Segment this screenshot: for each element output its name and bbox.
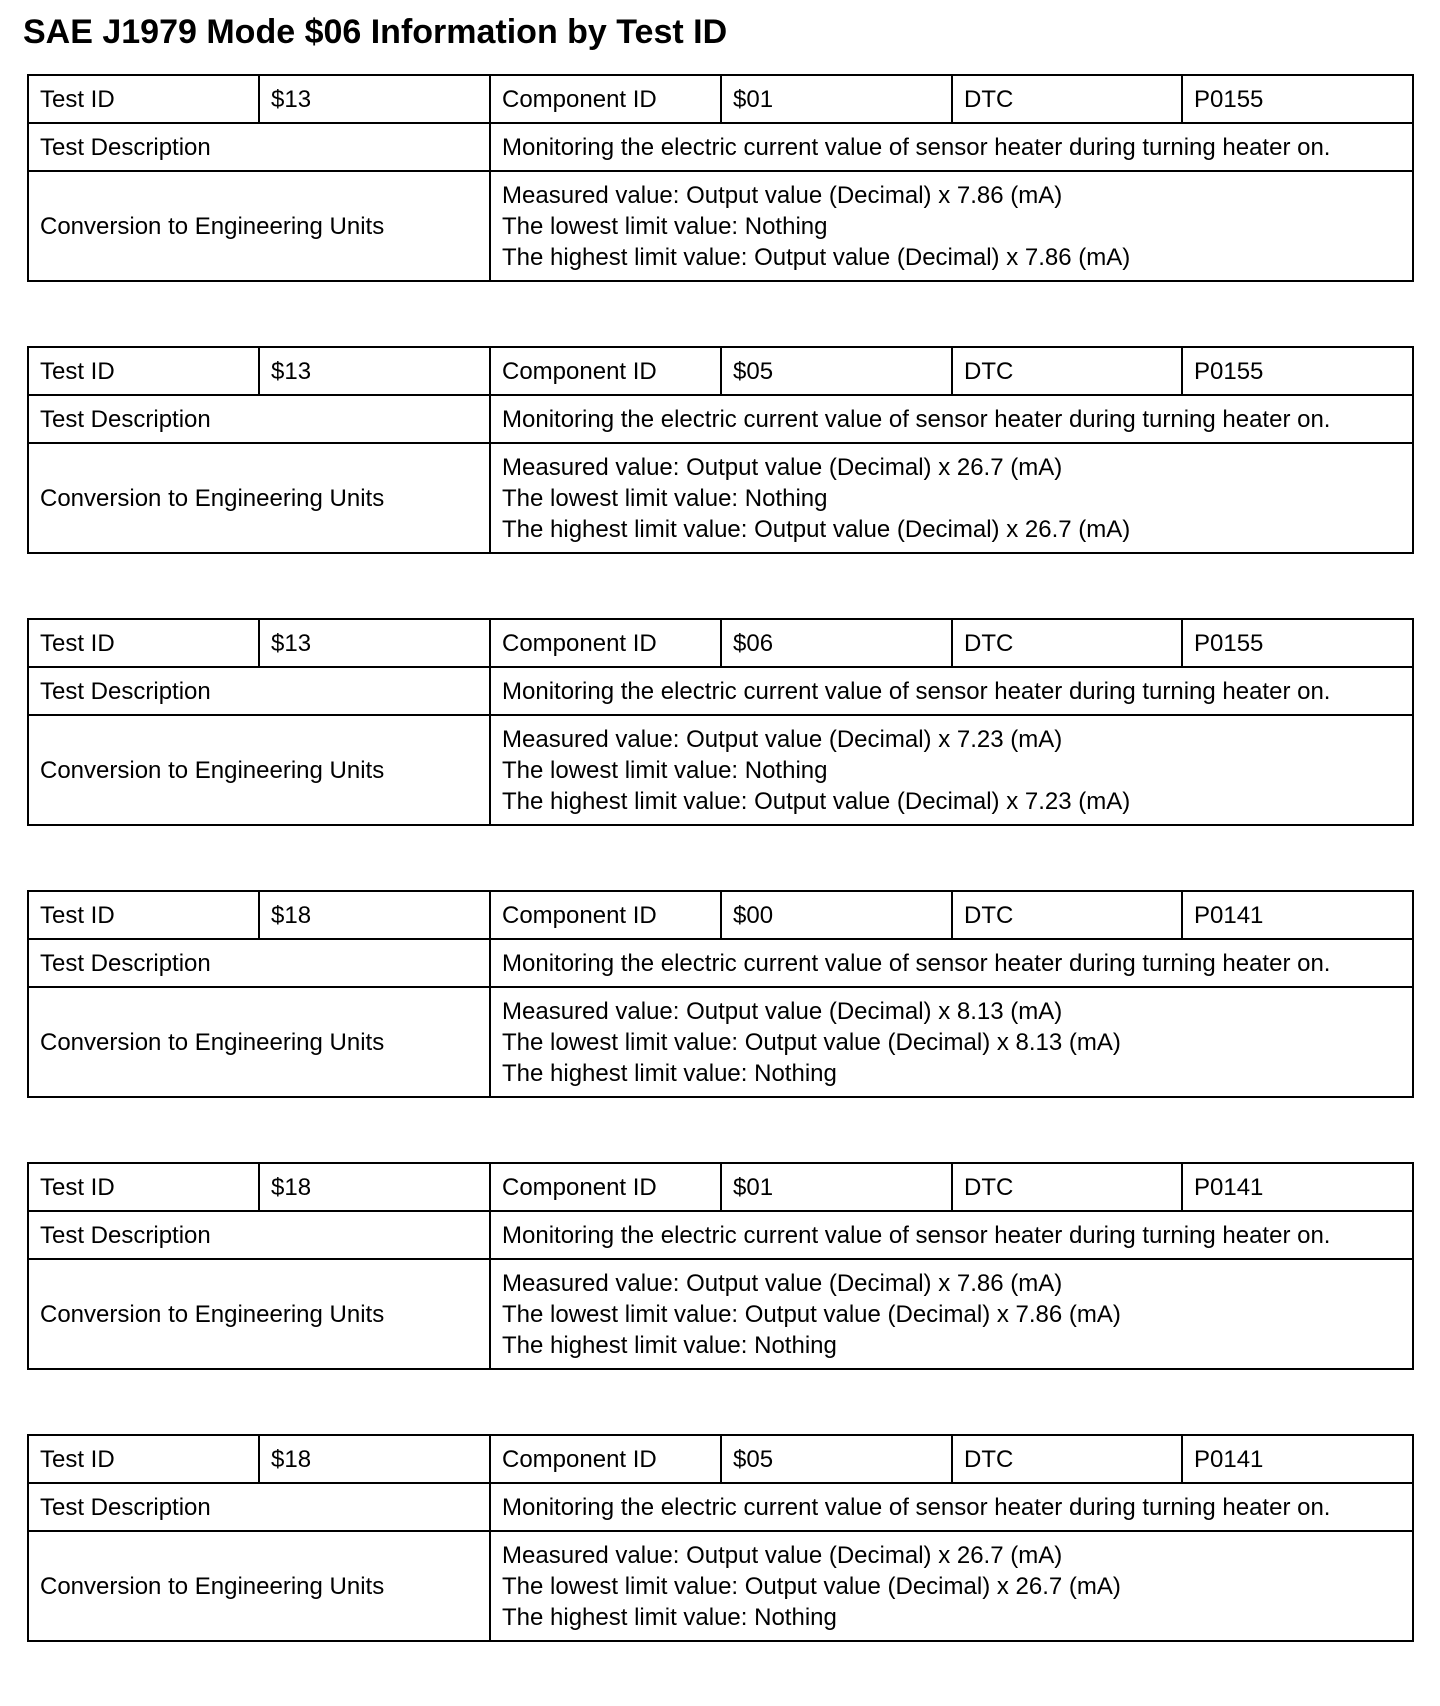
component-id-label: Component ID (490, 347, 721, 395)
id-row (28, 619, 1413, 667)
test-block-1 (27, 74, 1414, 282)
conversion-label: Conversion to Engineering Units (28, 1259, 490, 1369)
measured-value-line: Measured value: Output value (Decimal) x 8.13 (mA) (502, 997, 1063, 1025)
test-id-label: Test ID (28, 347, 259, 395)
id-row (28, 891, 1413, 939)
test-description-value: Monitoring the electric current value of sensor heater during turning heater on. (490, 1211, 1413, 1259)
test-description-label: Test Description (28, 939, 490, 987)
conversion-label: Conversion to Engineering Units (28, 1531, 490, 1641)
dtc-label: DTC (952, 619, 1182, 667)
dtc-value: P0155 (1182, 75, 1413, 123)
conversion-row (28, 987, 1413, 1097)
lowest-limit-line: The lowest limit value: Nothing (502, 484, 828, 512)
component-id-label: Component ID (490, 891, 721, 939)
conversion-row (28, 1531, 1413, 1641)
conversion-value (490, 1259, 1413, 1369)
lowest-limit-line: The lowest limit value: Nothing (502, 756, 828, 784)
lowest-limit-line: The lowest limit value: Output value (Decimal) x 8.13 (mA) (502, 1028, 1121, 1056)
test-description-label: Test Description (28, 395, 490, 443)
dtc-label: DTC (952, 75, 1182, 123)
highest-limit-line: The highest limit value: Output value (Decimal) x 7.23 (mA) (502, 787, 1131, 815)
measured-value-line: Measured value: Output value (Decimal) x 7.23 (mA) (502, 725, 1063, 753)
measured-value-line: Measured value: Output value (Decimal) x 26.7 (mA) (502, 1541, 1063, 1569)
dtc-label: DTC (952, 1435, 1182, 1483)
test-id-label: Test ID (28, 891, 259, 939)
test-description-label: Test Description (28, 123, 490, 171)
component-id-value: $05 (721, 1435, 952, 1483)
highest-limit-line: The highest limit value: Nothing (502, 1331, 837, 1359)
lowest-limit-line: The lowest limit value: Output value (Decimal) x 26.7 (mA) (502, 1572, 1121, 1600)
test-description-label: Test Description (28, 1211, 490, 1259)
conversion-value (490, 715, 1413, 825)
dtc-value: P0155 (1182, 347, 1413, 395)
measured-value-line: Measured value: Output value (Decimal) x 7.86 (mA) (502, 181, 1063, 209)
component-id-value: $05 (721, 347, 952, 395)
highest-limit-line: The highest limit value: Output value (Decimal) x 7.86 (mA) (502, 243, 1131, 271)
description-row (28, 1211, 1413, 1259)
id-row (28, 1435, 1413, 1483)
highest-limit-line: The highest limit value: Nothing (502, 1059, 837, 1087)
test-description-value: Monitoring the electric current value of sensor heater during turning heater on. (490, 123, 1413, 171)
page-title: SAE J1979 Mode $06 Information by Test ID (23, 13, 728, 51)
test-id-label: Test ID (28, 1435, 259, 1483)
description-row (28, 939, 1413, 987)
conversion-label: Conversion to Engineering Units (28, 171, 490, 281)
conversion-value (490, 171, 1413, 281)
dtc-label: DTC (952, 891, 1182, 939)
dtc-value: P0155 (1182, 619, 1413, 667)
test-block-3 (27, 618, 1414, 826)
conversion-value (490, 443, 1413, 553)
description-row (28, 1483, 1413, 1531)
test-id-value: $13 (259, 347, 490, 395)
test-description-label: Test Description (28, 667, 490, 715)
component-id-value: $01 (721, 1163, 952, 1211)
test-block-5 (27, 1162, 1414, 1370)
conversion-label: Conversion to Engineering Units (28, 443, 490, 553)
dtc-value: P0141 (1182, 891, 1413, 939)
test-block-4 (27, 890, 1414, 1098)
measured-value-line: Measured value: Output value (Decimal) x 7.86 (mA) (502, 1269, 1063, 1297)
test-id-value: $13 (259, 75, 490, 123)
description-row (28, 667, 1413, 715)
dtc-label: DTC (952, 1163, 1182, 1211)
component-id-value: $00 (721, 891, 952, 939)
dtc-value: P0141 (1182, 1163, 1413, 1211)
description-row (28, 395, 1413, 443)
conversion-value (490, 987, 1413, 1097)
test-blocks (27, 74, 1412, 1706)
test-id-label: Test ID (28, 1163, 259, 1211)
component-id-value: $01 (721, 75, 952, 123)
conversion-row (28, 171, 1413, 281)
id-row (28, 347, 1413, 395)
test-id-value: $18 (259, 1435, 490, 1483)
id-row (28, 75, 1413, 123)
lowest-limit-line: The lowest limit value: Nothing (502, 212, 828, 240)
test-description-value: Monitoring the electric current value of sensor heater during turning heater on. (490, 939, 1413, 987)
test-block-2 (27, 346, 1414, 554)
component-id-value: $06 (721, 619, 952, 667)
component-id-label: Component ID (490, 1163, 721, 1211)
conversion-row (28, 715, 1413, 825)
conversion-value (490, 1531, 1413, 1641)
dtc-value: P0141 (1182, 1435, 1413, 1483)
lowest-limit-line: The lowest limit value: Output value (Decimal) x 7.86 (mA) (502, 1300, 1121, 1328)
measured-value-line: Measured value: Output value (Decimal) x 26.7 (mA) (502, 453, 1063, 481)
test-id-label: Test ID (28, 619, 259, 667)
highest-limit-line: The highest limit value: Output value (Decimal) x 26.7 (mA) (502, 515, 1131, 543)
test-description-value: Monitoring the electric current value of sensor heater during turning heater on. (490, 667, 1413, 715)
test-id-value: $18 (259, 1163, 490, 1211)
test-description-value: Monitoring the electric current value of sensor heater during turning heater on. (490, 1483, 1413, 1531)
highest-limit-line: The highest limit value: Nothing (502, 1603, 837, 1631)
description-row (28, 123, 1413, 171)
component-id-label: Component ID (490, 75, 721, 123)
dtc-label: DTC (952, 347, 1182, 395)
test-id-value: $13 (259, 619, 490, 667)
component-id-label: Component ID (490, 1435, 721, 1483)
test-id-label: Test ID (28, 75, 259, 123)
test-description-value: Monitoring the electric current value of sensor heater during turning heater on. (490, 395, 1413, 443)
conversion-label: Conversion to Engineering Units (28, 987, 490, 1097)
conversion-row (28, 443, 1413, 553)
id-row (28, 1163, 1413, 1211)
test-id-value: $18 (259, 891, 490, 939)
conversion-label: Conversion to Engineering Units (28, 715, 490, 825)
conversion-row (28, 1259, 1413, 1369)
component-id-label: Component ID (490, 619, 721, 667)
test-block-6 (27, 1434, 1414, 1642)
test-description-label: Test Description (28, 1483, 490, 1531)
